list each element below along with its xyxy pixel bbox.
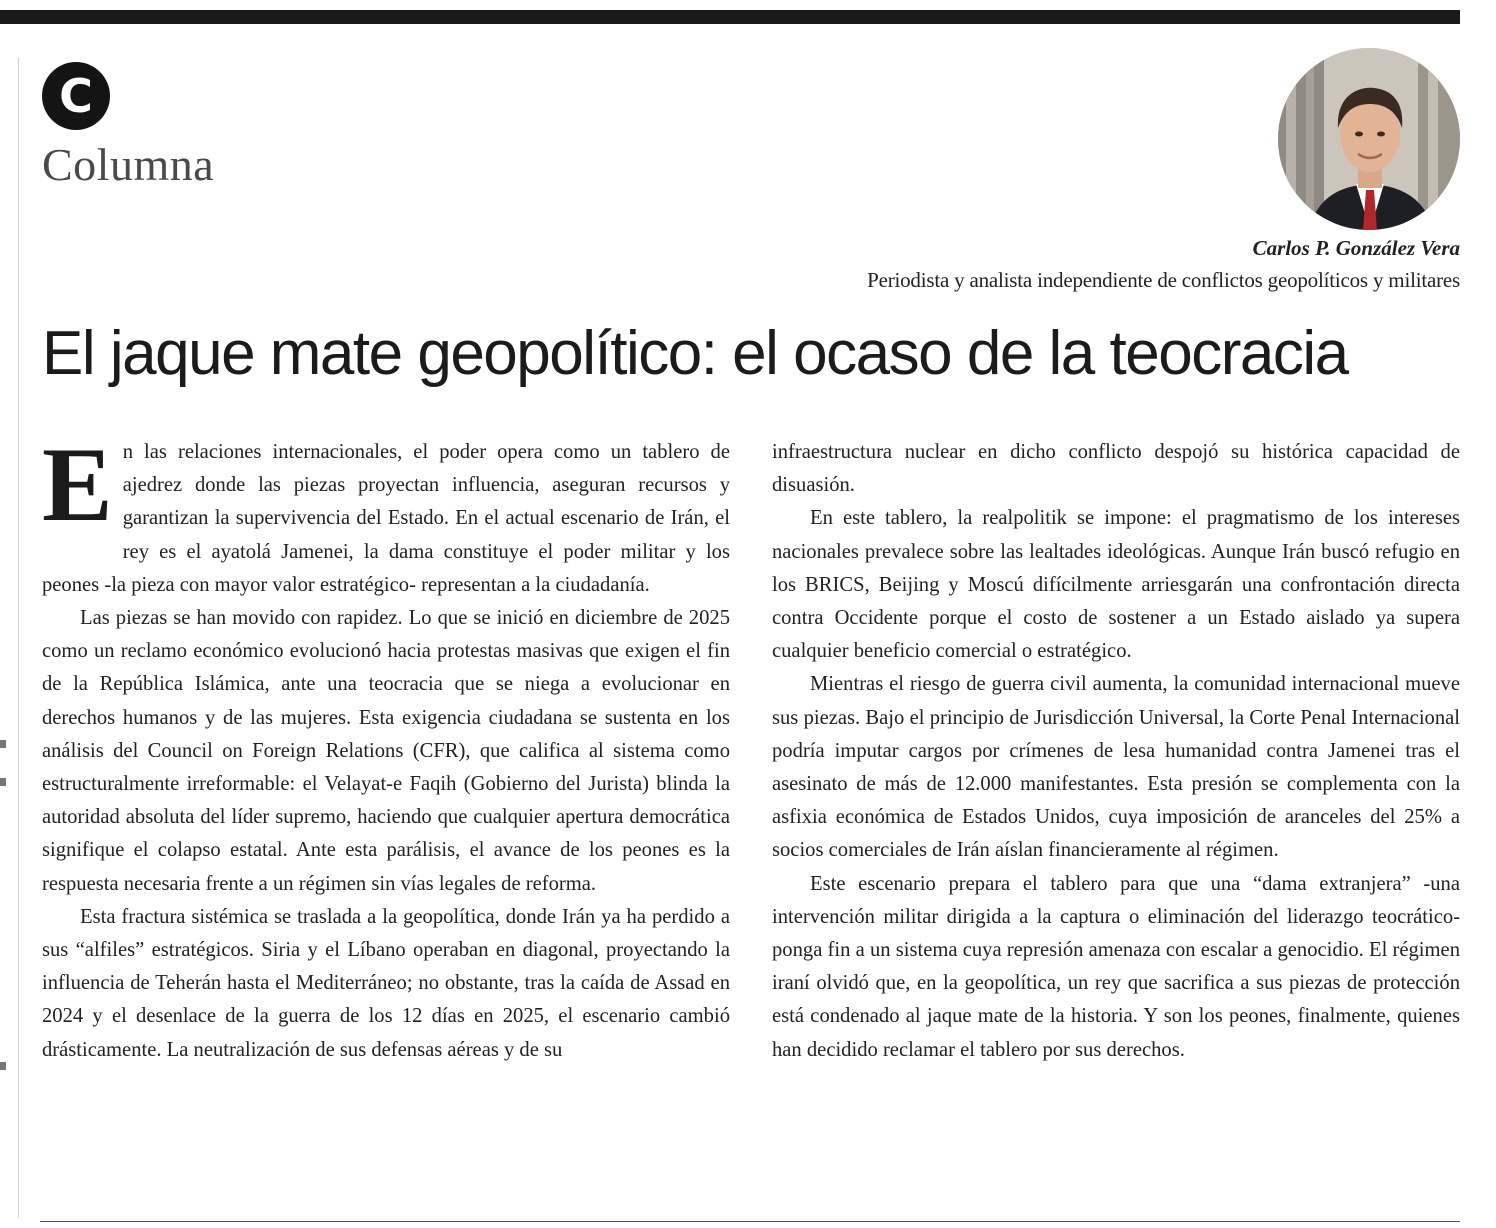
top-rule — [0, 10, 1460, 24]
author-photo — [1278, 48, 1460, 230]
section-label: Columna — [42, 139, 215, 190]
paragraph-text: n las relaciones internacionales, el poder opera como un tablero de ajedrez donde las piezas proyectan influencia, aseguran recursos y garantizan la supervivencia del Estado. En el actual escenario de Irán, el rey es el ayatolá Jamenei, la dama constituye el poder militar y los peones -la pieza con mayor valor estratégico- representan a la ciudadanía. — [42, 441, 730, 596]
margin-mark — [0, 740, 6, 748]
article-paragraph: Mientras el riesgo de guerra civil aumenta, la comunidad internacional mueve sus piezas. Bajo el principio de Jurisdicción Universal, la Corte Penal Internacional podría imputar cargos por crímenes de lesa humanidad contra Jamenei tras el asesinato de más de 12.000 manifestantes. Esta presión se complementa con la asfixia económica de Estados Unidos, cuya imposición de aranceles del 25% a socios comerciales de Irán aíslan financieramente al régimen. — [772, 673, 1460, 862]
author-role: Periodista y analista independiente de conflictos geopolíticos y militares — [867, 268, 1460, 292]
article-column-right — [772, 436, 1460, 1067]
article-column-left — [42, 426, 730, 1067]
left-margin-rule — [18, 58, 19, 1218]
bottom-rule — [40, 1221, 1460, 1222]
article-paragraph: En este tablero, la realpolitik se impone: el pragmatismo de los intereses nacionales prevalece sobre las lealtades ideológicas. Aunque Irán buscó refugio en los BRICS, Beijing y Moscú difícilmente arriesgarán una confrontación directa contra Occidente porque el costo de sostener a un Estado aislado ya supera cualquier beneficio comercial o estratégico. — [772, 507, 1460, 663]
author-portrait-image — [1278, 48, 1460, 230]
article-paragraph — [42, 426, 730, 602]
article-paragraph: Esta fractura sistémica se traslada a la geopolítica, donde Irán ya ha perdido a sus “alfiles” estratégicos. Siria y el Líbano operaban en diagonal, proyectando la influencia de Teherán hasta el Mediterráneo; no obstante, tras la caída de Assad en 2024 y el desenlace de la guerra de los 12 días en 2025, el escenario cambió drásticamente. La neutralización de sus defensas aéreas y de su — [42, 905, 730, 1061]
headline: El jaque mate geopolítico: el ocaso de la teocracia — [42, 319, 1348, 388]
article-paragraph: Las piezas se han movido con rapidez. Lo que se inició en diciembre de 2025 como un reclamo económico evolucionó hacia protestas masivas que exigen el fin de la República Islámica, ante una teocracia que se niega a evolucionar en derechos humanos y de las mujeres. Esta exigencia ciudadana se sustenta en los análisis del Council on Foreign Relations (CFR), que califica al sistema como estructuralmente irreformable: el Velayat-e Faqih (Gobierno del Jurista) blinda la autoridad absoluta del líder supremo, haciendo que cualquier apertura democrática signifique el colapso estatal. Ante esta parálisis, el avance de los peones es la respuesta necesaria frente a un régimen sin vías legales de reforma. — [42, 607, 730, 895]
drop-cap: E — [42, 426, 113, 543]
author-name: Carlos P. González Vera — [1252, 236, 1460, 260]
article-paragraph: infraestructura nuclear en dicho conflicto despojó su histórica capacidad de disuasión. — [772, 441, 1460, 497]
margin-mark — [0, 1062, 6, 1070]
column-logo-icon: C — [42, 62, 110, 130]
margin-mark — [0, 778, 6, 786]
article-paragraph: Este escenario prepara el tablero para que una “dama extranjera” -una intervención militar dirigida a la captura o eliminación del liderazgo teocrático- ponga fin a un sistema cuya represión amenaza con escalar a genocidio. El régimen iraní olvidó que, en la geopolítica, un rey que sacrifica a sus piezas de protección está condenado al jaque mate de la historia. Y son los peones, finalmente, quienes han decidido reclamar el tablero por sus derechos. — [772, 872, 1460, 1061]
